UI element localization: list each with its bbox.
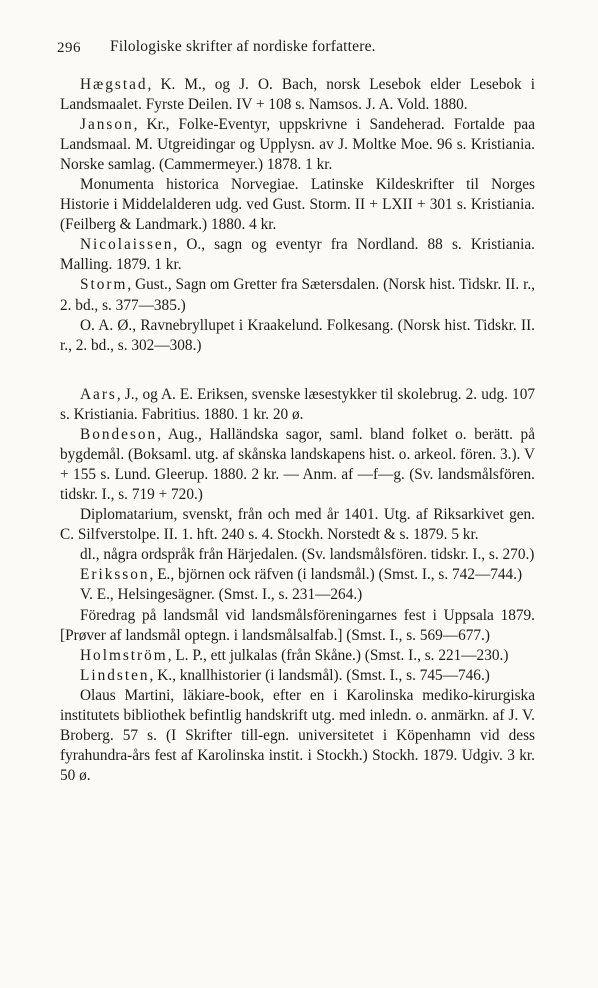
sweden-section [60, 385, 535, 786]
entry [60, 385, 535, 425]
norway-section [60, 75, 535, 356]
entry-text: O. A. Ø., Ravnebryllupet i Kraakelund. Folkesang. (Norsk hist. Tidskr. II. r., 2. bd., s. 302—308.) [60, 316, 535, 354]
running-title: Filologiske skrifter af nordiske forfattere. [110, 38, 376, 55]
entry [60, 175, 535, 235]
entry [60, 316, 535, 356]
entry-author: Aars [80, 386, 117, 403]
entry [60, 585, 535, 605]
entry [60, 505, 535, 545]
entry [60, 686, 535, 786]
entry [60, 425, 535, 505]
entry-author: Janson [80, 116, 134, 134]
entry [60, 565, 535, 585]
entry [60, 646, 535, 666]
entry [60, 606, 535, 646]
entry-text: , E., björnen ock räfven (i landsmål.) (Smst. I., s. 742—744.) [149, 566, 523, 584]
entry-text: Diplomatarium, svenskt, från och med år 1401. Utg. af Riksarkivet gen. C. Silfverstolpe. II. 1. hft. 240 s. 4. Stockh. Norstedt & s. 1879. 5 kr. [60, 506, 535, 544]
entry [60, 235, 535, 275]
entry [60, 115, 535, 175]
entry-author: Lindsten [80, 666, 150, 684]
entry-text: Monumenta historica Norvegiae. Latinske Kildeskrifter til Norges Historie i Middelalderen udg. ved Gust. Storm. II + LXII + 301 s. Kristiania. (Feilberg & Landmark.) 1880. 4 kr. [60, 176, 535, 234]
entry-text: , K., knallhistorier (i landsmål). (Smst. I., s. 745—746.) [149, 666, 490, 684]
entry [60, 545, 535, 565]
entry-text: , Kr., Folke-Eventyr, uppskrivne i Sandeherad. Fortalde paa Landsmaal. M. Utgreidingar og Upplysn. av J. Moltke Moe. 96 s. Kristiania. Norske samlag. (Cammermeyer.) 1878. 1 kr. [60, 116, 535, 174]
page-number: 296 [57, 40, 81, 56]
entry [60, 666, 535, 686]
entry-text: , Aug., Halländska sagor, saml. bland folket o. berätt. på bygdemål. (Boksaml. utg. af skånska landskapens hist. o. arkeol. fören. 3.). V + 155 s. Lund. Gleerup. 1880. 2 kr. — Anm. af —f—g. (Sv. landsmålsfören. tidskr. I., s. 719 + 720.) [60, 426, 535, 504]
entry-text: V. E., Helsingesägner. (Smst. I., s. 231—264.) [80, 586, 363, 604]
entry-text: dl., några ordspråk från Härjedalen. (Sv. landsmålsfören. tidskr. I., s. 270.) [80, 546, 535, 564]
entry-text: Föredrag på landsmål vid landsmålsföreningarnes fest i Uppsala 1879. [Prøver af landsmål optegn. i landsmålsalfab.] (Smst. I., s. 569—677.) [60, 606, 535, 644]
entry-text: , Gust., Sagn om Gretter fra Sætersdalen. (Norsk hist. Tidskr. II. r., 2. bd., s. 377—385.) [60, 276, 535, 314]
entry-text: , L. P., ett julkalas (från Skåne.) (Smst. I., s. 221—230.) [167, 646, 509, 664]
entry-text: Olaus Martini, läkiare-book, efter en i Karolinska mediko-kirurgiska institutets bibliothek befintlig handskrift utg. med inledn. o. anmärkn. af J. V. Broberg. 57 s. (I Skrifter till-egn. universitetet i Köpenhamn vid dess fyrahundra-års fest af Karolinska instit. i Stockh.) Stockh. 1879. Udgiv. 3 kr. 50 ø. [60, 686, 535, 784]
entry-text: , K. M., og J. O. Bach, norsk Lesebok elder Lesebok i Landsmaalet. Fyrste Deilen. IV + 108 s. Namsos. J. A. Vold. 1880. [60, 76, 535, 114]
entry-author: Hægstad [80, 76, 148, 93]
entry-text: , O., sagn og eventyr fra Nordland. 88 s. Kristiania. Malling. 1879. 1 kr. [60, 236, 535, 274]
entry-author: Nicolaissen [80, 236, 174, 254]
entry [60, 75, 535, 115]
entry-author: Holmström [80, 646, 168, 664]
entry-author: Eriksson [80, 566, 150, 584]
entry [60, 275, 535, 315]
entry-author: Storm [80, 276, 128, 294]
entry-text: , J., og A. E. Eriksen, svenske læsestykker til skolebrug. 2. udg. 107 s. Kristiania. Fabritius. 1880. 1 kr. 20 ø. [60, 386, 535, 424]
entry-author: Bondeson [80, 426, 158, 444]
